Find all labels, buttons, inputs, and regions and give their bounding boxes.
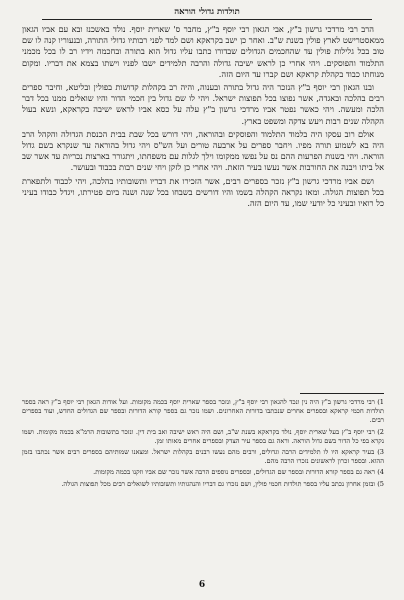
footnote: 1) רבי מרדכי גרשון ב"ץ היה נין ונכד להגאון רבי יוסף ב"ץ, ונזכר בספר שארית יוסף בכמה מקומות. ועל אודות הגאון רבי יוסף ב"ץ ראה בספר תולדות חכמי קראקא ובספרים אחרים שנכתבו בדורות האחרונים. ושמו נזכר גם בספר קורא הדורות ובספר שם הגדולים החדש, ועוד בספרים רבים. xyxy=(22,398,384,425)
footnotes xyxy=(22,398,384,491)
page-number: 6 xyxy=(198,580,206,590)
main-paragraph: אולם רוב עסקו היה בלמוד התלמוד והפוסקים ובהוראה, ויהי דורש בכל שבת בבית הכנסת הגדולה והקהל הרב היה בא לשמוע תורה מפיו. ויחבר ספרים על ארבעה טורים ועל הש"ס ויהי גדול בהוראה עד שנקרא בשם גדול הוראה. ויהי בשנות הפרעות ההם נס על נפשו ממקומו וילך לגלות עם משפחתו, ויתגורר בארצות נכריות עד אשר שב אל ביתו ויבנה את החורבות אשר נעשו בעיר הזאת. ויהי אחרי כן לזקן ויחי שנים רבות בכבוד ובעושר. xyxy=(22,128,384,173)
main-text xyxy=(22,24,384,211)
running-header: תולדות גדולי הוראה xyxy=(42,6,372,20)
main-paragraph: הרב רבי מרדכי גרשון ב"ץ, אבי הגאון רבי יוסף ב"ץ, מחבר ס' שארית יוסף. נולד באשכנז ובא עם אביו הגאון ממאסטרישט לארץ פולין בשנת ש"ב. ואחר כן ישב בקראקא ושם למד לפני רבותיו גדולי התורה, ובנעוריו קנה לו שם טוב בכל גלילות פולין עד שהחכמים הגדולים שבדורו כתבו עליו גדול הוא בתורה ובחכמה וידיו רב לו בכל מכמני התלמוד והפוסקים. ויהי אחרי כן לראש ישיבה גדולה והרבה תלמידים ישבו לפניו וישתו בצמא את דבריו. ומקום מנוחתו כבוד בקהלת קראקא ושם קברו עד היום הזה. xyxy=(22,24,384,79)
footnote: 2) רבי יוסף ב"ץ בעל שארית יוסף, נולד בקראקא בשנת ש"ב, ושם היה ראש ישיבה ואב בית דין. ונזכר בתשובות הרמ"א בכמה מקומות. ושמו נקרא בפי כל הדור בשם גדול הוראה. וראה גם בספר עיר הצדק ובספרים אחרים מאותו זמן. xyxy=(22,427,384,445)
main-paragraph: ובנו הגאון רבי יוסף ב"ץ הנזכר היה גדול בתורה ובענוה, והיה רב בקהלות קדושות בפולין ובליטא, וחיבר ספרים רבים בהלכה ובאגדה, אשר נפוצו בכל תפוצות ישראל. ויהי לו שם גדול בין חכמי הדור והיו שואלים ממנו בכל דבר הלכה ומעשה. ויהי כאשר נפטר אביו מרדכי גרשון ב"ץ עלה על כסא אביו לראש ישיבה בקראקא, ונשא בעול הקהלה שנים רבות ויעש צדקה ומשפט בארץ. xyxy=(22,82,384,126)
footnote-divider xyxy=(300,393,384,394)
footnote: 4) ראה גם בספר קורא הדורות ובספר שם הגדולים, ובספרים נוספים הרבה אשר נזכר שם אביו וזקנו בכמה מקומות. xyxy=(93,468,384,477)
main-paragraph: ושם אביו מרדכי גרשון ב"ץ נזכר בספרים רבים, אשר הזכירו את דבריו ותשובותיו בהלכה, ויהי לכבוד ולתפארת בכל תפוצות הגולה. ומאז נקראה הקהלה בשמו והיו דורשים בשבחו בכל שנה ושנה ביום פטירתו, ויגדל כבודו בעיני כל רואיו ובעיני כל יודעי שמו, עד היום הזה. xyxy=(22,175,384,209)
footnote: 5) ובזמן אחרון נכתב עליו בספר תולדות חכמי פולין, ושם נזכרו גם דבריו והנהגותיו ותשובותיו לשואלים רבים מכל תפוצות הגולה. xyxy=(61,479,384,488)
footnote: 3) בעיר קראקא היו לו תלמידים הרבה וגדולים, ורבים מהם נעשו רבנים בקהלות ישראל. ומצאנו שמותיהם בספרים רבים אשר נכתבו בזמן ההוא. ובספר זכרון לראשונים נזכרו הרבה מהם. xyxy=(22,448,384,466)
